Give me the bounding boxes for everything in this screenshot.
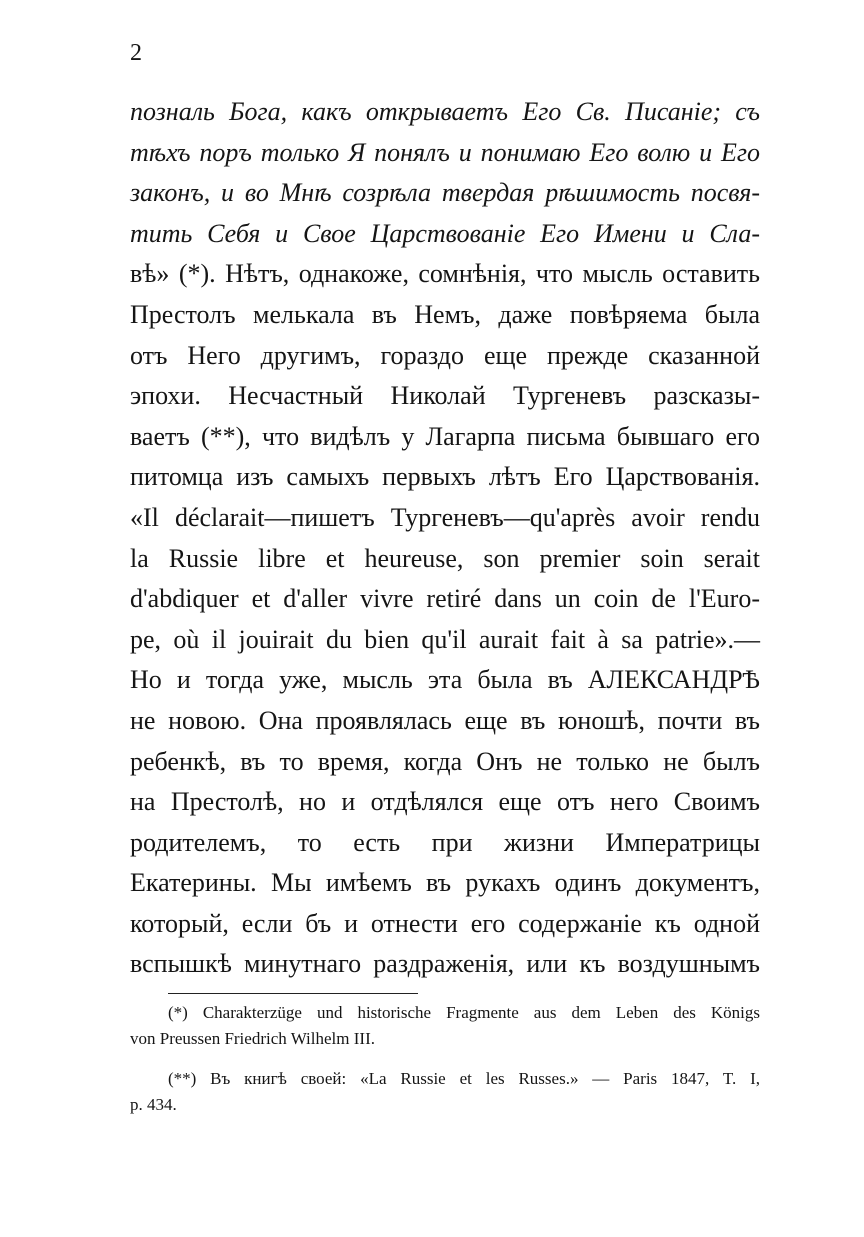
- text-line: родителемъ, то есть при жизни Императрицы: [130, 827, 760, 857]
- footnote-divider: [168, 993, 418, 994]
- text-line: ваетъ (**), что видѣлъ у Лагарпа письма бывшаго его: [130, 421, 760, 451]
- text-line: d'abdiquer et d'aller vivre retiré dans un coin de l'Euro-: [130, 584, 760, 614]
- page-number: 2: [130, 40, 142, 66]
- text-line: эпохи. Несчастный Николай Тургеневъ разсказы-: [130, 381, 760, 411]
- text-line: питомца изъ самыхъ первыхъ лѣтъ Его Царствованія.: [130, 462, 760, 492]
- text-line: позналь Бога, какъ открываетъ Его Св. Писаніе; съ: [130, 97, 760, 126]
- text-line: «Il déclarait—пишетъ Тургеневъ—qu'après avoir rendu: [130, 502, 760, 532]
- text-line: ребенкѣ, въ то время, когда Онъ не только не былъ: [130, 746, 760, 776]
- footnote-1-line-1: (*) Charakterzüge und historische Fragmente aus dem Leben des Königs: [168, 1003, 760, 1022]
- footnote-2-line-2: p. 434.: [130, 1095, 177, 1114]
- text-line: на Престолѣ, но и отдѣлялся еще отъ него Своимъ: [130, 787, 760, 817]
- text-line: Но и тогда уже, мысль эта была въ АЛЕКСАНДРѢ: [130, 665, 760, 695]
- footnotes: [130, 1000, 760, 1118]
- text-line: Престолъ мелькала въ Немъ, даже повѣряема была: [130, 299, 760, 329]
- text-line: тить Себя и Свое Царствованіе Его Имени и Сла-: [130, 218, 760, 248]
- text-line: не новою. Она проявлялась еще въ юношѣ, почти въ: [130, 705, 760, 735]
- text-line: отъ Него другимъ, гораздо еще прежде сказанной: [130, 340, 760, 370]
- footnote-1-line-2: von Preussen Friedrich Wilhelm III.: [130, 1029, 375, 1048]
- text-line: вѣ» (*). Нѣтъ, однакоже, сомнѣнія, что мысль оставить: [130, 259, 760, 289]
- text-line: тѣхъ поръ только Я понялъ и понимаю Его волю и Его: [130, 137, 760, 167]
- text-line: la Russie libre et heureuse, son premier soin serait: [130, 543, 760, 573]
- body-text: [130, 92, 760, 985]
- text-line: pe, où il jouirait du bien qu'il aurait fait à sa patrie».—: [130, 624, 760, 654]
- footnote-2-line-1: (**) Въ книгѣ своей: «La Russie et les Russes.» — Paris 1847, T. I,: [168, 1069, 760, 1088]
- text-line: который, если бъ и отнести его содержаніе къ одной: [130, 908, 760, 938]
- text-line: Екатерины. Мы имѣемъ въ рукахъ одинъ документъ,: [130, 868, 760, 898]
- text-line: законъ, и во Мнѣ созрѣла твердая рѣшимость посвя-: [130, 178, 760, 208]
- text-line: вспышкѣ минутнаго раздраженія, или къ воздушнымъ: [130, 949, 760, 979]
